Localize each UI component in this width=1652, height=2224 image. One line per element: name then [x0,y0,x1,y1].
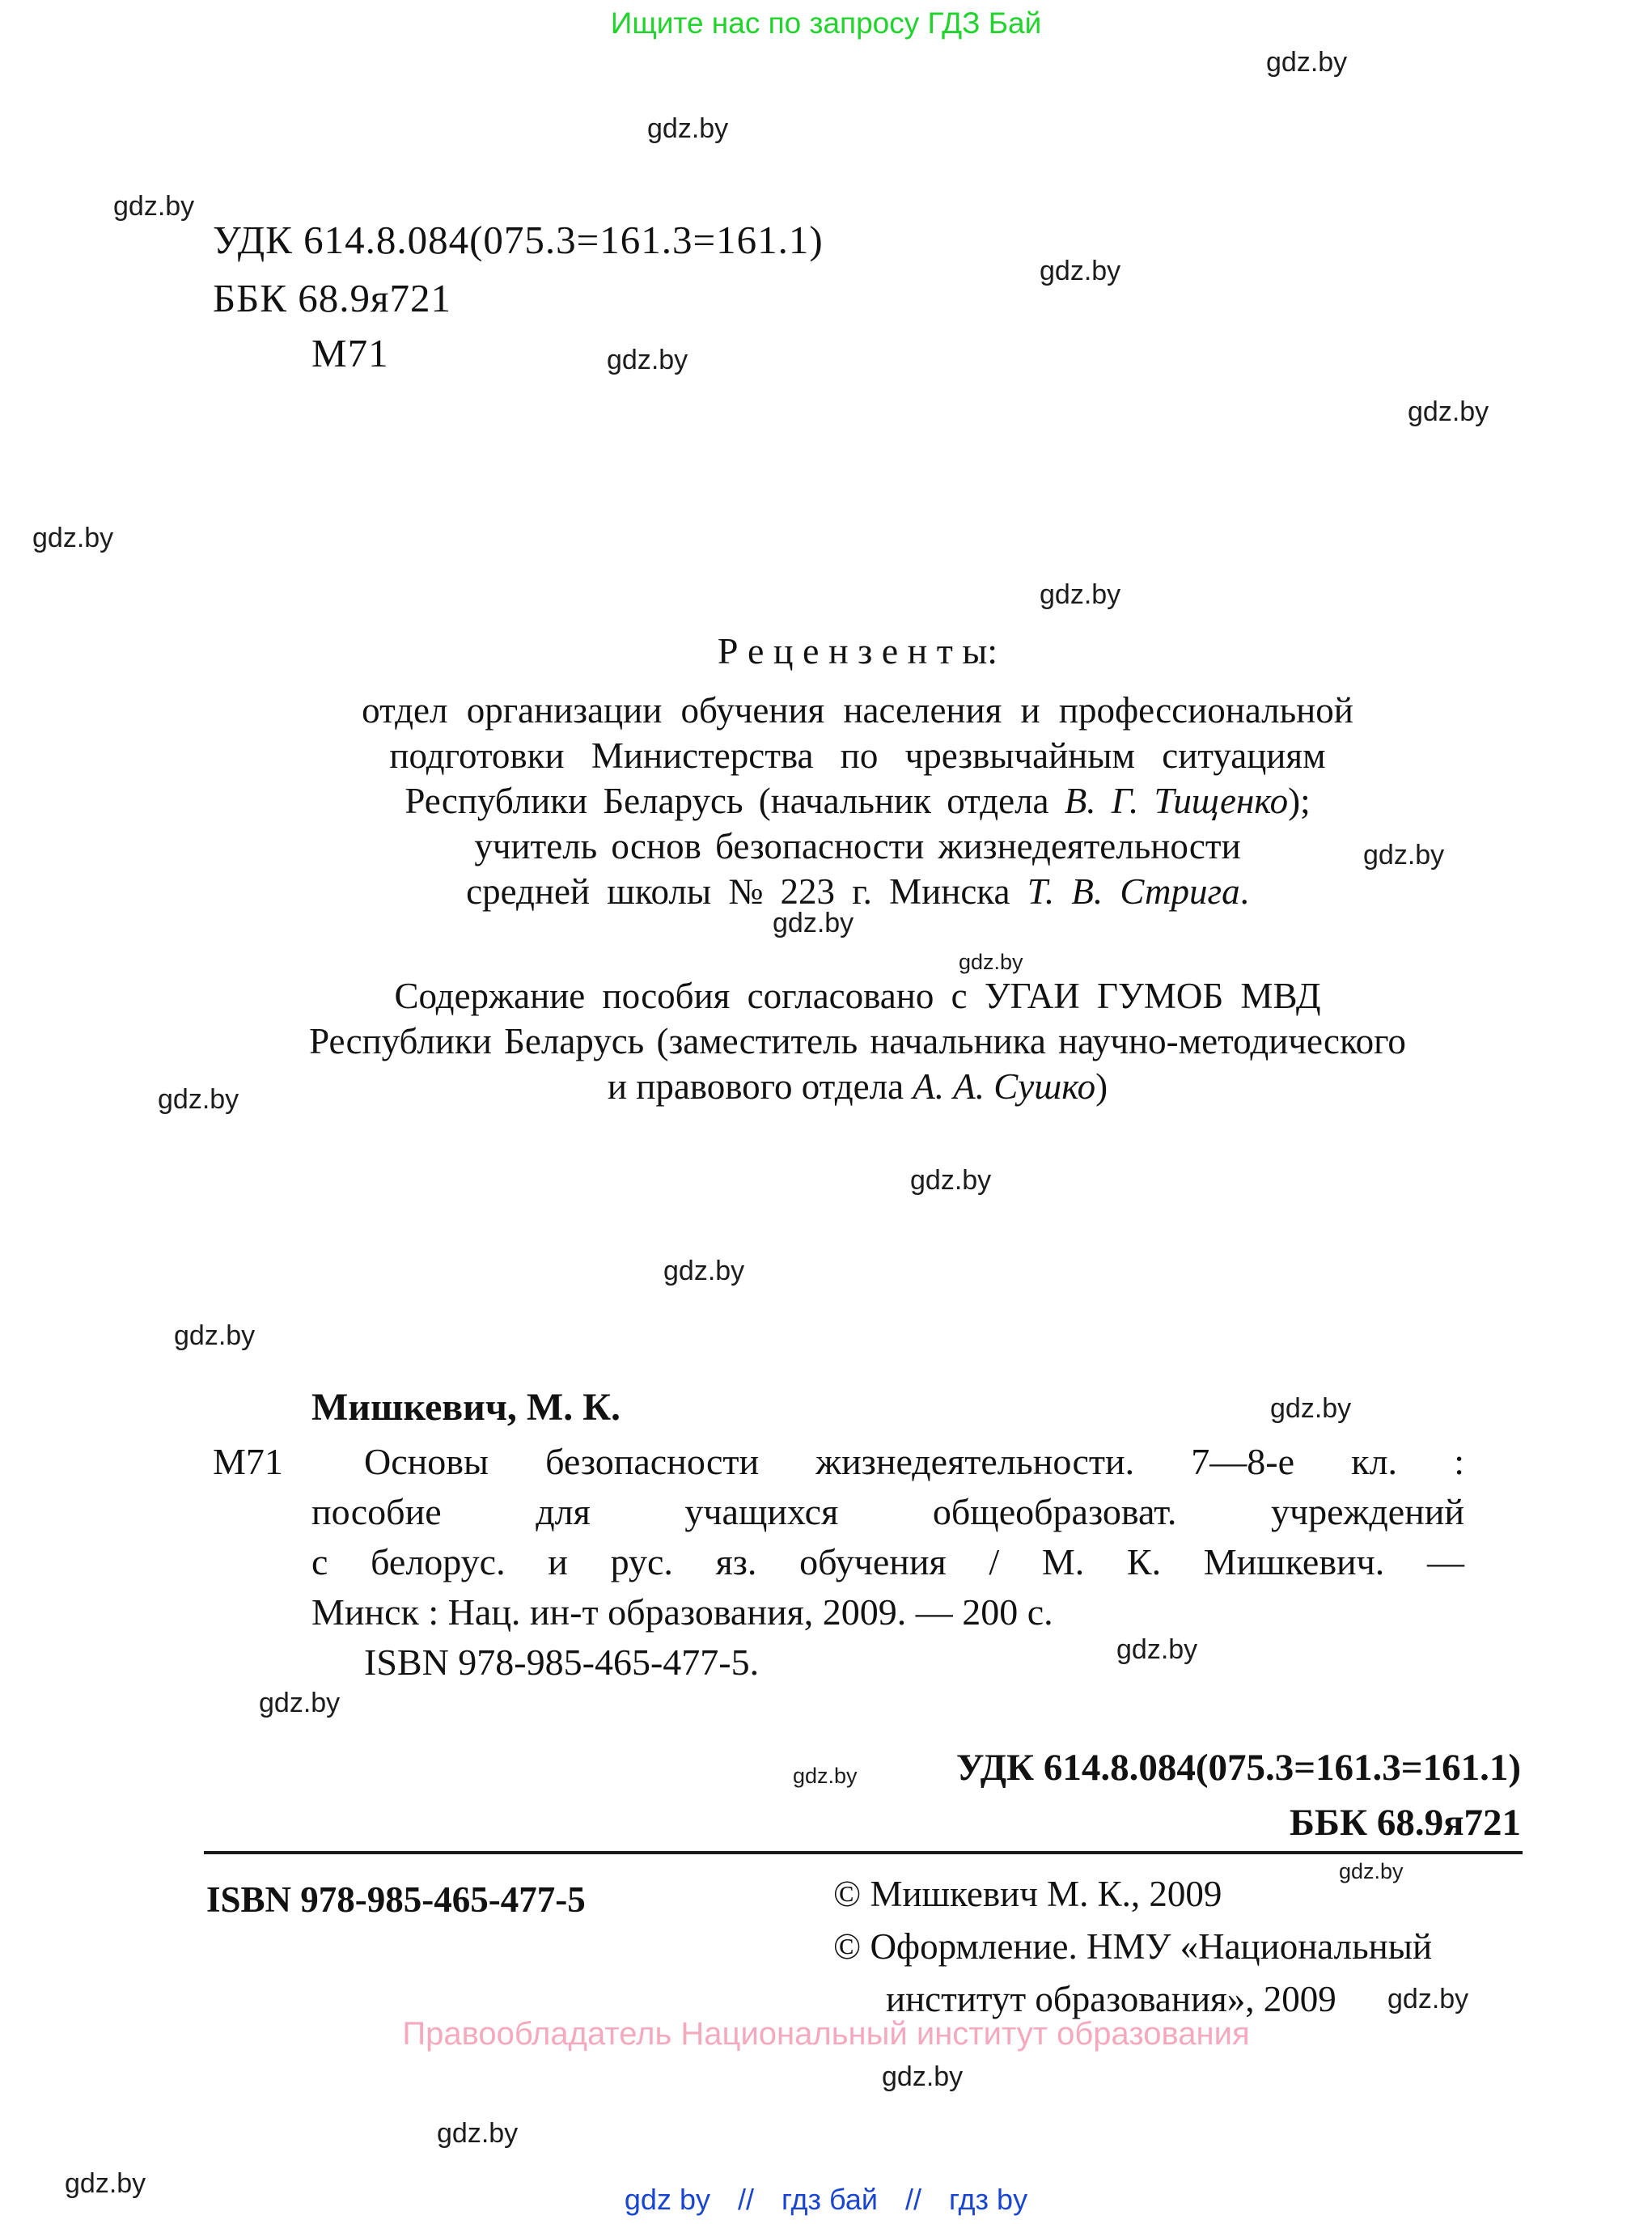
approval-line-text: и правового отдела [607,1066,913,1107]
bbk-code-top: ББК 68.9я721 [213,276,451,320]
catalog-code: М71 [213,1441,283,1482]
watermark-gdz: gdz.by [773,908,854,938]
watermark-gdz: gdz.by [882,2061,964,2092]
watermark-gdz: gdz.by [959,950,1023,974]
reviewer-line [227,871,1489,913]
reviewer-line-text: средней школы № 223 г. Минска [466,871,1027,912]
watermark-gdz: gdz.by [174,1320,256,1351]
divider-rule [204,1851,1523,1854]
copyright-design-line2: институт образования», 2009 [886,1979,1336,2019]
udk-code-top: УДК 614.8.084(075.3=161.3=161.1) [213,218,824,262]
watermark-gdz: gdz.by [259,1688,341,1718]
promo-banner: Ищите нас по запросу ГДЗ Бай [610,6,1042,40]
catalog-line: пособие для учащихся общеобразоват. учреждений [311,1491,1464,1532]
approval-name: А. А. Сушко [913,1066,1096,1107]
footer-link-gdz-bai[interactable]: гдз бай [782,2183,878,2216]
footer-link-separator: // [738,2183,755,2216]
footer-link-gdz-by[interactable]: gdz by [624,2183,710,2216]
watermark-gdz: gdz.by [65,2168,146,2199]
watermark-gdz: gdz.by [1040,579,1121,610]
watermark-gdz: gdz.by [793,1764,858,1788]
catalog-isbn: ISBN 978-985-465-477-5. [364,1642,760,1683]
reviewer-name: В. Г. Тищенко [1064,781,1289,821]
catalog-line: с белорус. и рус. яз. обучения / М. К. Мишкевич. — [311,1541,1464,1582]
reviewer-line-text: Республики Беларусь (начальник отдела [405,781,1065,821]
catalog-line: Минск : Нац. ин-т образования, 2009. — 200 с. [311,1591,1053,1633]
rights-holder-text: Правообладатель Национальный институт образования [402,2016,1250,2052]
watermark-gdz: gdz.by [1040,256,1121,286]
footer-link-separator: // [905,2183,922,2216]
isbn-footer: ISBN 978-985-465-477-5 [206,1879,586,1920]
watermark-gdz: gdz.by [1266,47,1348,78]
watermark-gdz: gdz.by [1387,1984,1469,2014]
reviewers-heading: Р е ц е н з е н т ы: [717,630,998,671]
catalog-line: Основы безопасности жизнедеятельности. 7—8-е кл. : [364,1441,1464,1482]
footer-links [0,2183,1652,2217]
watermark-gdz: gdz.by [1270,1393,1352,1424]
reviewer-line [227,780,1489,822]
watermark-gdz: gdz.by [1116,1634,1198,1665]
footer-link-gdz-by-2[interactable]: гдз by [949,2183,1028,2216]
watermark-gdz: gdz.by [910,1165,992,1196]
watermark-gdz: gdz.by [1408,396,1489,427]
author-code-top: М71 [311,331,389,375]
watermark-gdz: gdz.by [158,1084,239,1115]
watermark-gdz: gdz.by [437,2118,519,2149]
approval-line-text: ) [1095,1066,1108,1107]
copyright-design-line1: © Оформление. НМУ «Национальный [833,1926,1433,1967]
reviewer-line-text: . [1239,871,1249,912]
watermark-gdz: gdz.by [1339,1859,1404,1883]
approval-line: Республики Беларусь (заместитель начальника научно-методического [309,1021,1406,1061]
reviewer-line: учитель основ безопасности жизнедеятельности [474,826,1241,866]
copyright-author-line: © Мишкевич М. К., 2009 [833,1874,1222,1914]
watermark-gdz: gdz.by [32,523,114,553]
watermark-gdz: gdz.by [663,1256,745,1286]
approval-line [227,1065,1489,1108]
udk-code-bottom: УДК 614.8.084(075.3=161.3=161.1) [955,1747,1521,1789]
reviewer-line-text: ); [1288,781,1311,821]
approval-line: Содержание пособия согласовано с УГАИ ГУМОБ МВД [394,976,1321,1016]
reviewer-line: отдел организации обучения населения и профессиональной [362,690,1353,731]
reviewer-name: Т. В. Стрига [1027,871,1240,912]
watermark-gdz: gdz.by [113,191,195,222]
bbk-code-bottom: ББК 68.9я721 [1289,1802,1521,1844]
watermark-gdz: gdz.by [647,113,729,144]
watermark-gdz: gdz.by [607,345,688,375]
watermark-gdz: gdz.by [1363,840,1445,871]
reviewer-line: подготовки Министерства по чрезвычайным ситуациям [389,735,1326,776]
catalog-author: Мишкевич, М. К. [311,1386,621,1429]
